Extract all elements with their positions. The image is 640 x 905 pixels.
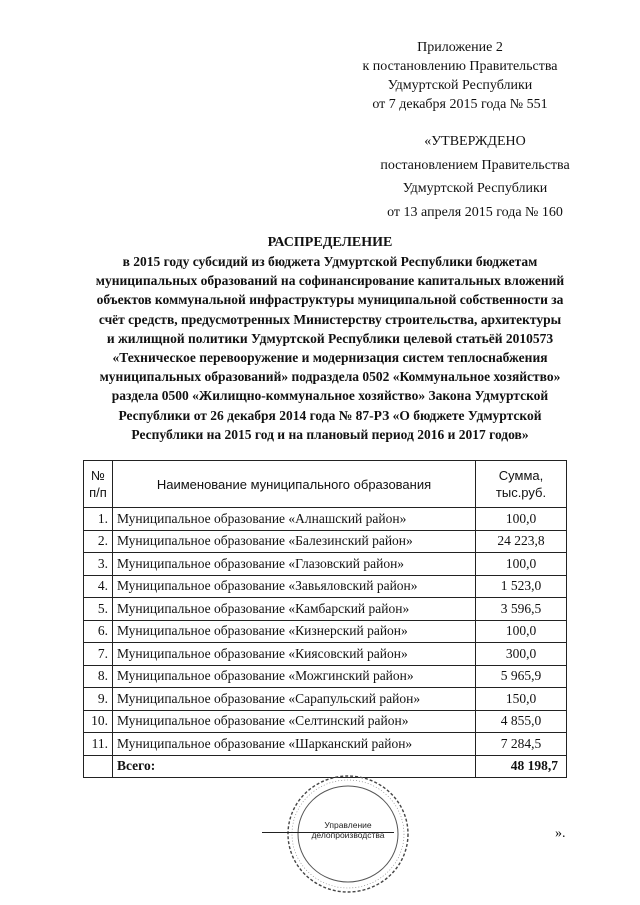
- row-num: 8.: [84, 665, 113, 688]
- title-line: «Техническое перевооружение и модернизация систем теплоснабжения: [112, 350, 548, 366]
- total-label: Всего:: [113, 755, 476, 778]
- table-row: [84, 733, 567, 756]
- row-sum: 7 284,5: [476, 733, 567, 756]
- header-num-line: п/п: [89, 485, 107, 500]
- stamp-line1: Управление: [324, 820, 372, 830]
- table-row: [84, 643, 567, 666]
- row-num: 11.: [84, 733, 113, 756]
- row-num: 1.: [84, 508, 113, 531]
- approved-line: от 13 апреля 2015 года № 160: [387, 204, 563, 220]
- table-row: [84, 620, 567, 643]
- row-name: Муниципальное образование «Киясовский район»: [113, 643, 476, 666]
- approved-line: Удмуртской Республики: [402, 181, 548, 196]
- row-sum: 1 523,0: [476, 575, 567, 598]
- title-description: [70, 252, 590, 444]
- table-row: [84, 688, 567, 711]
- table-row: [84, 665, 567, 688]
- table-row: [84, 598, 567, 621]
- title-line: Республики от 26 декабря 2014 года № 87-РЗ «О бюджете Удмуртской: [118, 407, 542, 423]
- title-line: счёт средств, предусмотренных Министерству строительства, архитектуры: [98, 311, 562, 327]
- row-name: Муниципальное образование «Кизнерский район»: [113, 620, 476, 643]
- title-line: раздела 0500 «Жилищно-коммунальное хозяйство» Закона Удмуртской: [111, 388, 549, 404]
- table-row: [84, 710, 567, 733]
- row-sum: 4 855,0: [476, 710, 567, 733]
- stamp-line2: делопроизводства: [311, 830, 385, 840]
- header-sum-line: тыс.руб.: [495, 485, 547, 500]
- row-sum: 3 596,5: [476, 598, 567, 621]
- row-name: Муниципальное образование «Можгинский район»: [113, 665, 476, 688]
- row-name: Муниципальное образование «Шарканский район»: [113, 733, 476, 756]
- header-num-line: №: [91, 468, 105, 483]
- closing-quote: ».: [555, 826, 566, 841]
- stamp-text: [303, 820, 393, 840]
- row-num: 3.: [84, 553, 113, 576]
- row-name: Муниципальное образование «Балезинский район»: [113, 530, 476, 553]
- row-num: 2.: [84, 530, 113, 553]
- appendix-line: от 7 декабря 2015 года № 551: [372, 97, 548, 112]
- title-line: и жилищной политики Удмуртской Республики целевой статьёй 2010573: [106, 330, 554, 346]
- total-sum: 48 198,7: [476, 755, 567, 778]
- row-sum: 100,0: [476, 553, 567, 576]
- row-num: 5.: [84, 598, 113, 621]
- row-sum: 100,0: [476, 508, 567, 531]
- title-line: муниципальных образований» подраздела 0502 «Коммунальное хозяйство»: [99, 369, 561, 385]
- total-num-cell: [84, 755, 113, 778]
- row-name: Муниципальное образование «Сарапульский район»: [113, 688, 476, 711]
- approved-line: «УТВЕРЖДЕНО: [424, 134, 526, 149]
- row-num: 4.: [84, 575, 113, 598]
- appendix-line: к постановлению Правительства: [362, 59, 558, 74]
- row-sum: 150,0: [476, 688, 567, 711]
- header-sum: [476, 461, 567, 508]
- row-sum: 24 223,8: [476, 530, 567, 553]
- row-num: 7.: [84, 643, 113, 666]
- row-name: Муниципальное образование «Завьяловский район»: [113, 575, 476, 598]
- approved-block: [330, 130, 620, 224]
- header-name: Наименование муниципального образования: [113, 461, 476, 508]
- document-title: [70, 234, 590, 444]
- row-sum: 100,0: [476, 620, 567, 643]
- title-line: в 2015 году субсидий из бюджета Удмуртской Республики бюджетам: [122, 254, 538, 269]
- approved-line: постановлением Правительства: [380, 157, 570, 173]
- table-header-row: [84, 461, 567, 508]
- appendix-line: Удмуртской Республики: [387, 78, 533, 93]
- row-sum: 5 965,9: [476, 665, 567, 688]
- header-num: [84, 461, 113, 508]
- row-num: 10.: [84, 710, 113, 733]
- row-name: Муниципальное образование «Камбарский район»: [113, 598, 476, 621]
- table-row: [84, 530, 567, 553]
- row-sum: 300,0: [476, 643, 567, 666]
- title-line: муниципальных образований на софинансирование капитальных вложений: [95, 273, 565, 289]
- appendix-line: Приложение 2: [417, 40, 503, 55]
- distribution-table: [83, 460, 567, 778]
- header-sum-line: Сумма,: [498, 468, 544, 483]
- row-name: Муниципальное образование «Селтинский район»: [113, 710, 476, 733]
- title-line: Республики на 2015 год и на плановый период 2016 и 2017 годов»: [131, 426, 529, 442]
- row-name: Муниципальное образование «Алнашский район»: [113, 508, 476, 531]
- table-row: [84, 553, 567, 576]
- row-name: Муниципальное образование «Глазовский район»: [113, 553, 476, 576]
- appendix-block: [300, 38, 620, 114]
- row-num: 9.: [84, 688, 113, 711]
- table-row: [84, 575, 567, 598]
- row-num: 6.: [84, 620, 113, 643]
- title-main: РАСПРЕДЕЛЕНИЕ: [267, 235, 393, 250]
- table-row: [84, 508, 567, 531]
- title-line: объектов коммунальной инфраструктуры муниципальной собственности за: [96, 292, 564, 308]
